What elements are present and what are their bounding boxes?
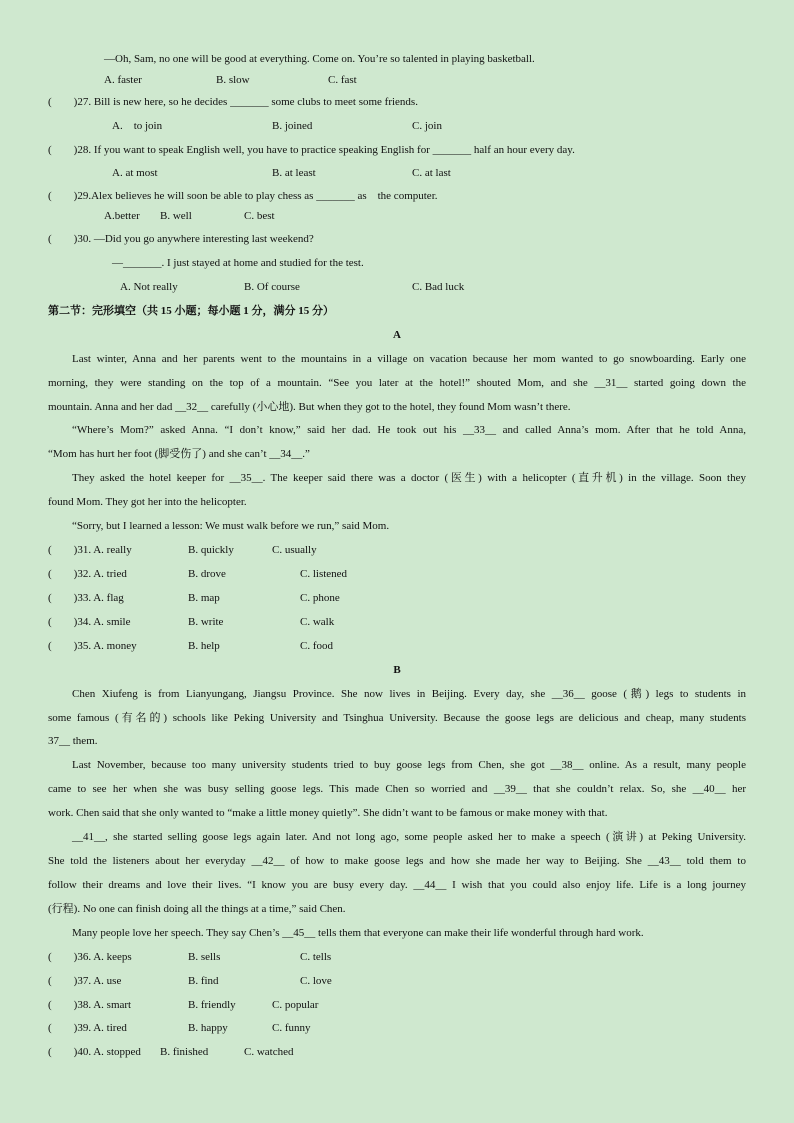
option-row-b: B. map — [188, 592, 220, 604]
option-row-c: C. love — [300, 975, 332, 987]
q27-option-b: B. joined — [272, 120, 313, 132]
option-row-c: C. food — [300, 640, 333, 652]
option-row-q: ( )39. A. tired — [48, 1022, 127, 1034]
option-row-c: C. funny — [272, 1022, 311, 1034]
option-row-c: C. tells — [300, 951, 332, 963]
passage-b-line: (行程). No one can finish doing all the things at a time,” said Chen. — [48, 903, 346, 915]
option-row-q: ( )36. A. keeps — [48, 951, 132, 963]
passage-b-line: follow their dreams and love their lives. “I know you are busy every day. __44__ I wish that you could also enjoy life. Life is a long journey — [48, 879, 746, 891]
q30-option-a: A. Not really — [120, 281, 178, 293]
q28-option-a: A. at most — [112, 167, 158, 179]
q26-dialog: —Oh, Sam, no one will be good at everything. Come on. You’re so talented in playing basketball. — [104, 53, 535, 65]
passage-b-line: Many people love her speech. They say Chen’s __45__ tells them that everyone can make their life wonderful through hard work. — [72, 927, 644, 939]
q28-stem: ( )28. If you want to speak English well, you have to practice speaking English for _______ half an hour every day. — [48, 144, 575, 156]
option-row-b: B. friendly — [188, 999, 236, 1011]
option-row-b: B. finished — [160, 1046, 209, 1058]
option-row-q: ( )37. A. use — [48, 975, 122, 987]
option-row-q: ( )38. A. smart — [48, 999, 132, 1011]
passage-a-line: mountain. Anna and her dad __32__ carefully (小心地). But when they got to the hotel, they found Mom wasn’t there. — [48, 401, 571, 413]
option-row-b: B. happy — [188, 1022, 228, 1034]
option-row-q: ( )31. A. really — [48, 544, 132, 556]
option-row-q: ( )40. A. stopped — [48, 1046, 141, 1058]
passage-b-line: came to see her when she was busy selling goose legs. This made Chen so worried and __39__ that she couldn’t relax. So, she __40__ her — [48, 783, 746, 795]
q26-option-b: B. slow — [216, 74, 250, 86]
option-row-c: C. usually — [272, 544, 317, 556]
option-row-b: B. help — [188, 640, 220, 652]
passage-a-line: “Mom has hurt her foot (脚受伤了) and she can’t __34__.” — [48, 448, 310, 460]
section-title: 第二节：完形填空（共 15 小题；每小题 1 分，满分 15 分） — [48, 305, 334, 317]
q30-option-b: B. Of course — [244, 281, 300, 293]
q27-option-c: C. join — [412, 120, 442, 132]
option-row-c: C. popular — [272, 999, 319, 1011]
q30-option-c: C. Bad luck — [412, 281, 465, 293]
option-row-b: B. find — [188, 975, 219, 987]
passage-a-line: found Mom. They got her into the helicopter. — [48, 496, 247, 508]
option-row-b: B. sells — [188, 951, 221, 963]
passage-a-label: A — [393, 329, 401, 341]
q27-stem: ( )27. Bill is new here, so he decides _______ some clubs to meet some friends. — [48, 96, 418, 108]
q29-option-c: C. best — [244, 210, 275, 222]
passage-a-line: They asked the hotel keeper for __35__. The keeper said there was a doctor (医生) with a helicopter (直升机) in the village. Soon they — [72, 472, 746, 484]
option-row-q: ( )34. A. smile — [48, 616, 131, 628]
option-row-q: ( )33. A. flag — [48, 592, 124, 604]
option-row-c: C. walk — [300, 616, 335, 628]
passage-b-line: some famous (有名的) schools like Peking University and Tsinghua University. Because the goose legs are delicious and cheap, many students — [48, 712, 746, 724]
passage-a-line: Last winter, Anna and her parents went to the mountains in a village on vacation because her mom wanted to go snowboarding. Early one — [72, 353, 746, 365]
passage-b-line: She told the listeners about her everyday __42__ of how to make goose legs and how she made her way to Beijing. She __43__ told them to — [48, 855, 746, 867]
q26-option-a: A. faster — [104, 74, 142, 86]
passage-a-line: “Sorry, but I learned a lesson: We must walk before we run,” said Mom. — [72, 520, 390, 532]
q30-reply: —_______. I just stayed at home and studied for the test. — [112, 257, 364, 269]
passage-b-line: __41__, she started selling goose legs again later. And not long ago, some people asked her to make a speech (演讲) at Peking University. — [72, 831, 746, 843]
q29-option-b: B. well — [160, 210, 192, 222]
passage-a-line: “Where’s Mom?” asked Anna. “I don’t know,” said her dad. He took out his __33__ and called Anna’s mom. After that he told Anna, — [72, 424, 746, 436]
q28-option-c: C. at last — [412, 167, 451, 179]
option-row-c: C. phone — [300, 592, 340, 604]
option-row-c: C. watched — [244, 1046, 294, 1058]
option-row-b: B. drove — [188, 568, 226, 580]
option-row-b: B. write — [188, 616, 224, 628]
q30-stem: ( )30. —Did you go anywhere interesting last weekend? — [48, 233, 314, 245]
passage-a-line: morning, they were standing on the top of a mountain. “See you later at the hotel!” shouted Mom, and she __31__ started going down the — [48, 377, 746, 389]
option-row-c: C. listened — [300, 568, 348, 580]
q29-stem: ( )29.Alex believes he will soon be able to play chess as _______ as the computer. — [48, 190, 438, 202]
q29-option-a: A.better — [104, 210, 140, 222]
passage-b-line: Last November, because too many university students tried to buy goose legs from Chen, she got __38__ online. As a result, many people — [72, 759, 746, 771]
passage-b-line: work. Chen said that she only wanted to “make a little money quietly”. She didn’t want to be famous or make money with that. — [48, 807, 608, 819]
q28-option-b: B. at least — [272, 167, 316, 179]
q27-option-a: A. to join — [112, 120, 163, 132]
option-row-q: ( )32. A. tried — [48, 568, 127, 580]
q26-option-c: C. fast — [328, 74, 357, 86]
passage-b-line: 37__ them. — [48, 735, 98, 747]
passage-b-label: B — [393, 664, 401, 676]
passage-b-line: Chen Xiufeng is from Lianyungang, Jiangsu Province. She now lives in Beijing. Every day, she __36__ goose (鹅) legs to students in — [72, 688, 746, 700]
option-row-q: ( )35. A. money — [48, 640, 137, 652]
option-row-b: B. quickly — [188, 544, 234, 556]
